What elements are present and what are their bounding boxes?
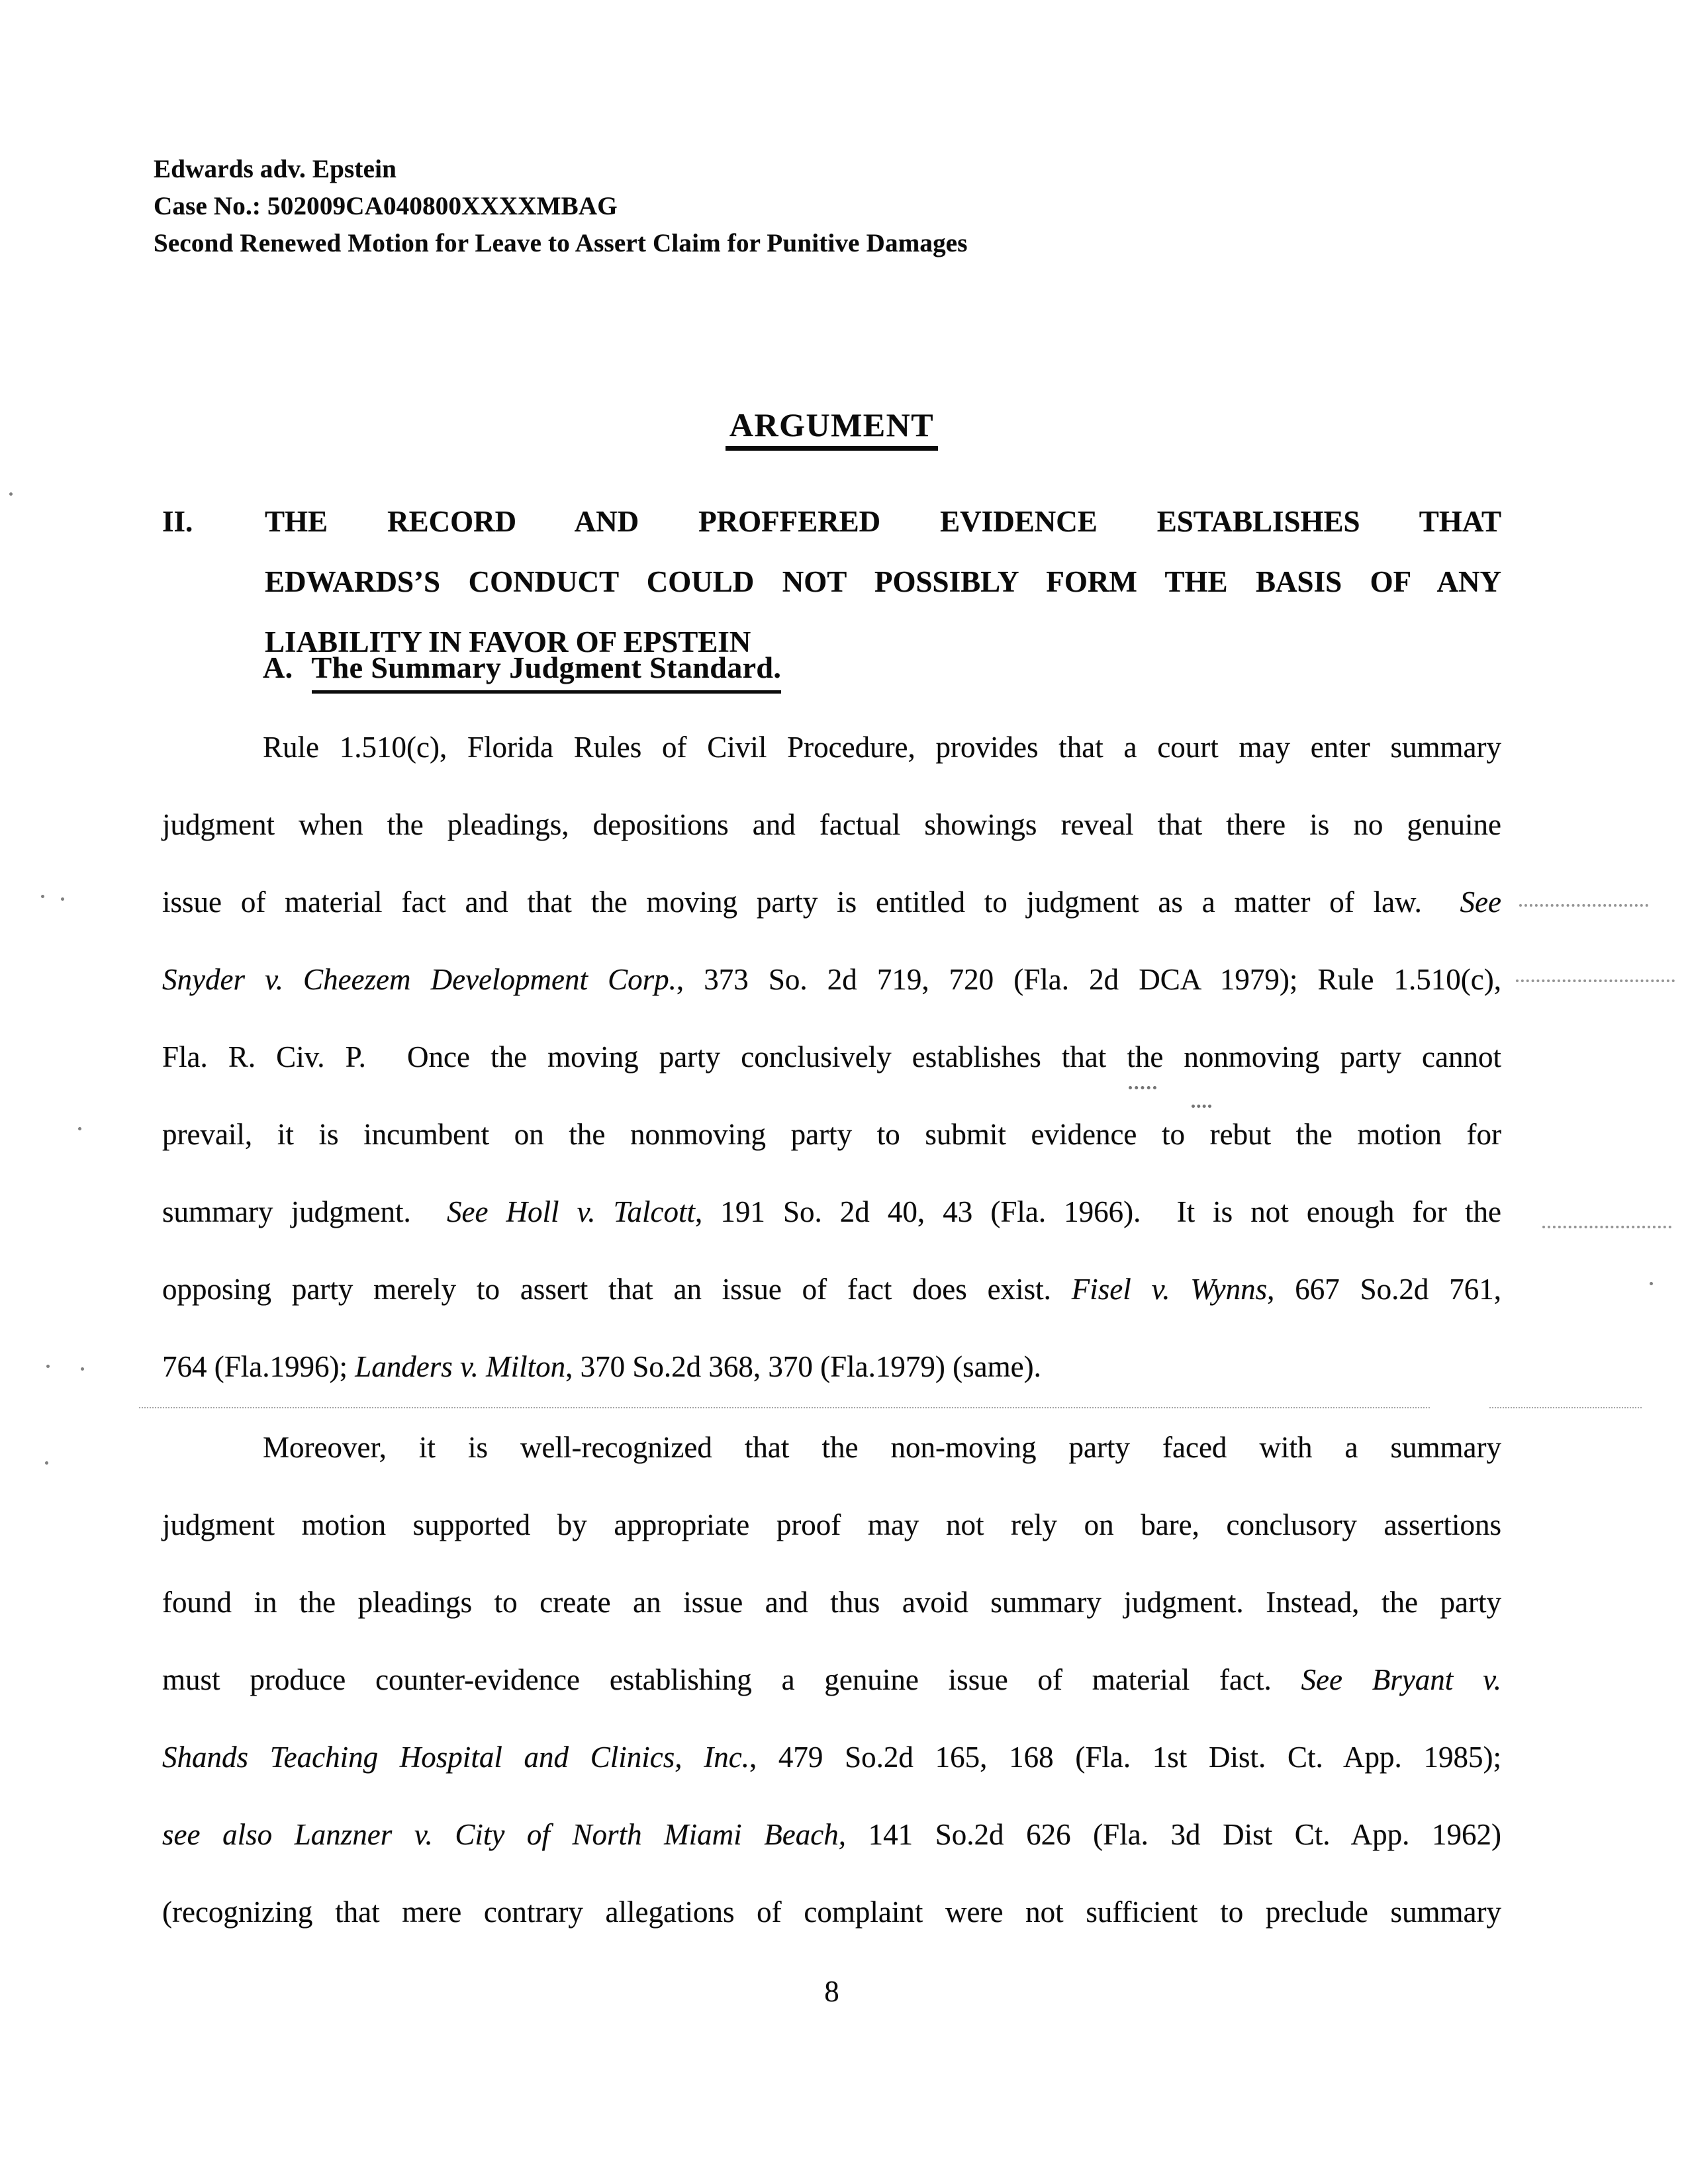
text-segment: Moreover, it is well-recognized that the non-moving party faced with a summary	[263, 1431, 1501, 1464]
page-number: 8	[824, 1975, 839, 2008]
text-segment: 141 So.2d 626 (Fla. 3d Dist Ct. App. 1962)	[845, 1818, 1502, 1851]
text-line	[162, 1328, 1501, 1406]
scan-artifact	[1650, 1282, 1653, 1285]
text-line	[265, 492, 1501, 552]
scan-artifact	[9, 492, 13, 496]
text-segment: judgment motion supported by appropriate proof may not rely on bare, conclusory assertions	[162, 1508, 1501, 1541]
text-line	[265, 552, 1501, 612]
text-segment: issue of material fact and that the moving party is entitled to judgment as a matter of law.	[162, 886, 1460, 919]
citation-italic: Landers v. Milton	[355, 1350, 566, 1383]
scan-artifact	[78, 1127, 81, 1130]
text-line	[162, 786, 1501, 864]
citation-italic: See	[1460, 886, 1501, 919]
scan-artifact	[45, 1461, 48, 1465]
text-line	[162, 1796, 1501, 1874]
citation-italic: See Holl v. Talcott	[447, 1195, 695, 1228]
citation-italic: see also Lanzner v. City of North Miami Beach,	[162, 1818, 846, 1851]
scan-artifact	[1129, 1086, 1156, 1089]
subsection-a-heading	[263, 648, 781, 694]
citation-italic: Shands Teaching Hospital and Clinics, Inc.	[162, 1741, 749, 1774]
argument-heading	[162, 405, 1501, 451]
scan-artifact	[41, 895, 44, 898]
scan-artifact	[61, 897, 64, 901]
text-segment: prevail, it is incumbent on the nonmoving party to submit evidence to rebut the motion for	[162, 1118, 1501, 1151]
paragraph-nonmoving-party	[162, 1409, 1501, 1951]
subsection-a-title: The Summary Judgment Standard.	[312, 648, 782, 694]
case-name: Edwards adv. Epstein	[154, 155, 397, 183]
text-segment: opposing party merely to assert that an issue of fact does exist.	[162, 1273, 1072, 1306]
text-segment: THE RECORD AND PROFFERED EVIDENCE ESTABLISHES THAT	[265, 505, 1501, 538]
paragraph-summary-judgment-rule	[162, 709, 1501, 1406]
text-line	[162, 1096, 1501, 1173]
text-segment: , 370 So.2d 368, 370 (Fla.1979) (same).	[565, 1350, 1041, 1383]
text-segment: found in the pleadings to create an issue and thus avoid summary judgment. Instead, the party	[162, 1586, 1501, 1619]
text-line	[162, 1719, 1501, 1796]
scan-artifact	[81, 1367, 84, 1371]
citation-italic: See Bryant v.	[1301, 1663, 1501, 1696]
text-segment: Fla. R. Civ. P. Once the moving party conclusively establishes that the nonmoving party cannot	[162, 1040, 1501, 1073]
text-line	[162, 709, 1501, 786]
text-line	[162, 1173, 1501, 1251]
text-line	[162, 1251, 1501, 1328]
text-segment: EDWARDS’S CONDUCT COULD NOT POSSIBLY FORM THE BASIS OF ANY	[265, 565, 1501, 598]
section-ii-number: II.	[162, 505, 193, 538]
text-segment: (recognizing that mere contrary allegations of complaint were not sufficient to preclude summary	[162, 1895, 1501, 1929]
text-segment: , 373 So. 2d 719, 720 (Fla. 2d DCA 1979); Rule 1.510(c),	[676, 963, 1501, 996]
case-number: Case No.: 502009CA040800XXXXMBAG	[154, 192, 618, 220]
section-ii-title-lines	[265, 492, 1501, 672]
scan-artifact	[1192, 1105, 1211, 1108]
text-segment: LIABILITY IN FAVOR OF EPSTEIN	[265, 625, 751, 659]
citation-italic: Fisel v. Wynns	[1071, 1273, 1268, 1306]
text-segment: Rule 1.510(c), Florida Rules of Civil Procedure, provides that a court may enter summary	[263, 731, 1501, 764]
text-line	[162, 941, 1501, 1019]
scan-artifact	[1542, 1226, 1671, 1228]
scan-artifact	[1489, 1407, 1642, 1408]
text-segment: judgment when the pleadings, depositions and factual showings reveal that there is no genuine	[162, 808, 1501, 841]
text-line	[162, 1874, 1501, 1951]
text-segment: 764 (Fla.1996);	[162, 1350, 355, 1383]
citation-italic: Snyder v. Cheezem Development Corp.	[162, 963, 677, 996]
text-segment: summary judgment.	[162, 1195, 447, 1228]
text-segment: , 479 So.2d 165, 168 (Fla. 1st Dist. Ct. App. 1985);	[749, 1741, 1501, 1774]
text-segment: , 191 So. 2d 40, 43 (Fla. 1966). It is not enough for the	[695, 1195, 1501, 1228]
text-segment: , 667 So.2d 761,	[1267, 1273, 1501, 1306]
subsection-a-label: A.	[263, 651, 293, 684]
case-header	[154, 151, 968, 262]
argument-heading-text: ARGUMENT	[726, 405, 938, 451]
scan-artifact	[46, 1365, 50, 1368]
text-line	[162, 1486, 1501, 1564]
scan-artifact	[1519, 904, 1648, 907]
text-line	[162, 864, 1501, 941]
scan-artifact	[1516, 979, 1675, 982]
text-line	[162, 1641, 1501, 1719]
text-line	[162, 1409, 1501, 1486]
scan-artifact	[139, 1407, 1430, 1408]
text-line	[162, 1019, 1501, 1096]
document-title: Second Renewed Motion for Leave to Assert Claim for Punitive Damages	[154, 229, 968, 257]
text-segment: must produce counter-evidence establishing a genuine issue of material fact.	[162, 1663, 1301, 1696]
text-line	[162, 1564, 1501, 1641]
section-ii-heading	[162, 492, 1501, 672]
